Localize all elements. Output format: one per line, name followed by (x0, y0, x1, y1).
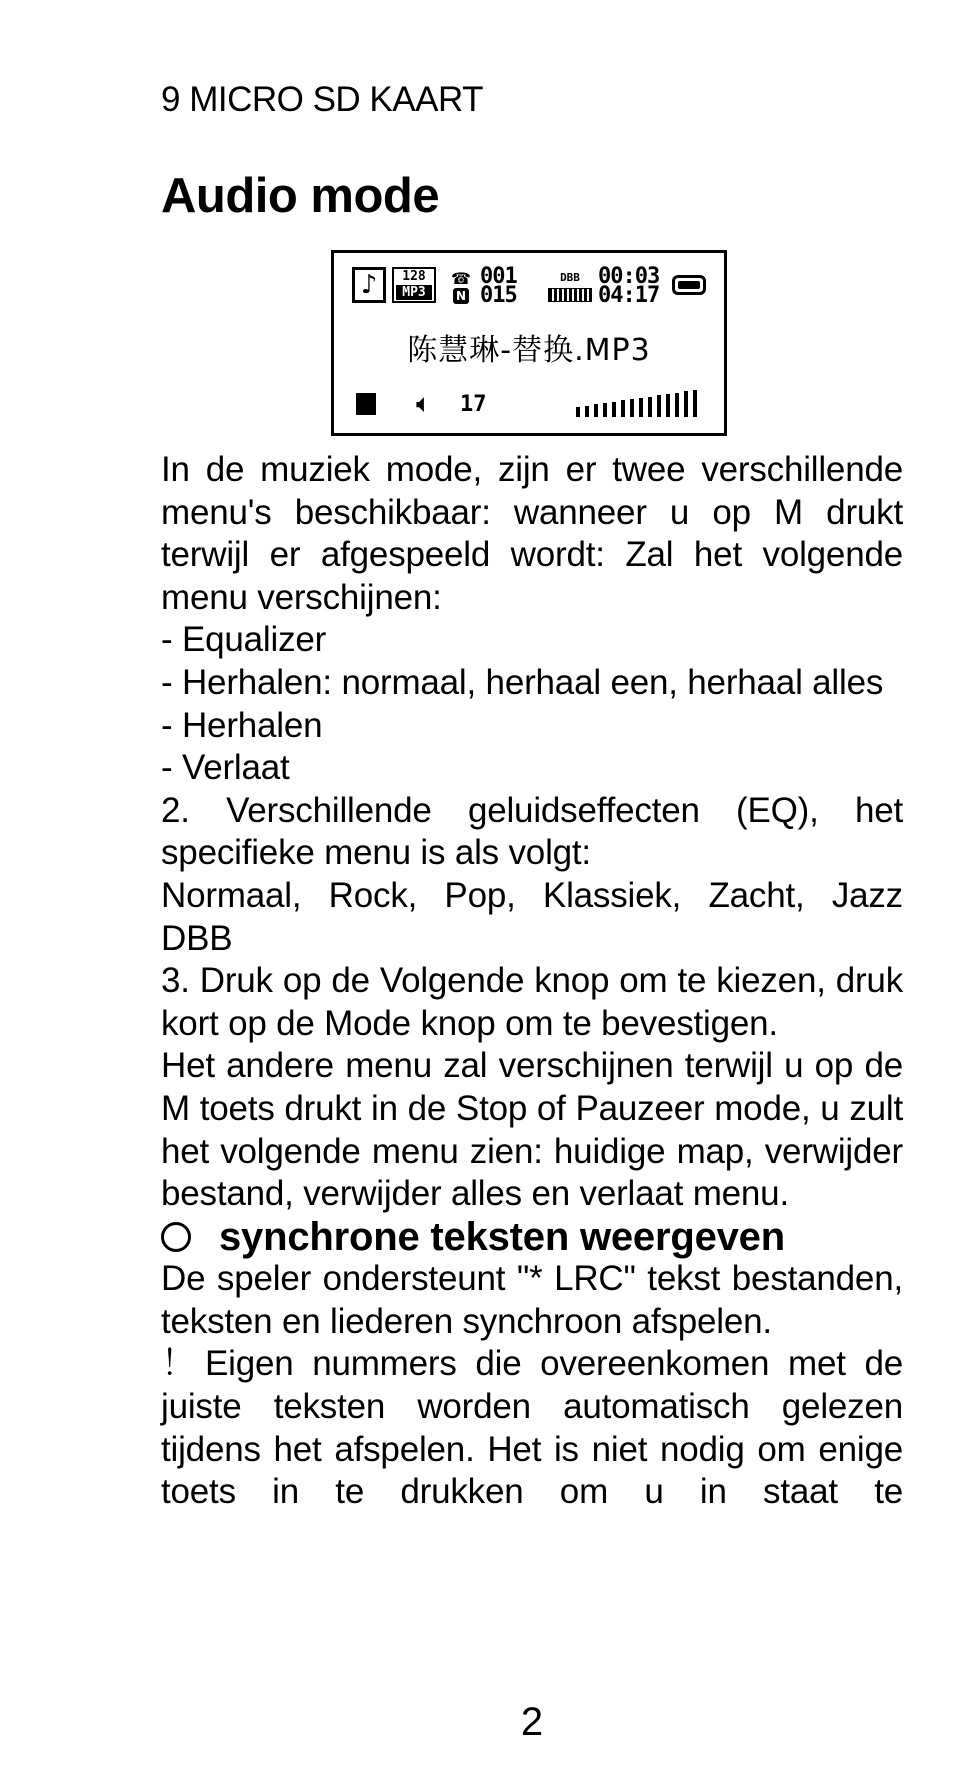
battery-icon (672, 275, 706, 295)
volume-bar (648, 397, 652, 417)
menu-item-repeat: - Herhalen (161, 705, 323, 745)
eq-paragraph: 2. Verschillende geluidseffecten (EQ), het specifieke menu is als volgt: (161, 790, 903, 873)
lcd-screen-illustration (331, 250, 727, 436)
volume-value: 17 (460, 392, 487, 417)
volume-bar (576, 407, 580, 417)
format-label: MP3 (396, 285, 432, 300)
note-paragraph: ！Eigen nummers die overeenkomen met de juiste teksten worden automatisch gelezen tijdens het afspelen. Het is niet nodig om enige toets in te drukken om u in staat te (161, 1344, 903, 1512)
volume-bars-icon (576, 389, 708, 419)
time-elapsed: 00:03 (598, 264, 660, 289)
page-number: 2 (520, 1700, 544, 1744)
page-title: Audio mode (161, 169, 440, 223)
volume-bar (594, 404, 598, 417)
eq-bars (548, 288, 592, 302)
time-total: 04:17 (598, 283, 660, 308)
volume-bar (675, 393, 679, 417)
track-counter (480, 264, 517, 308)
speaker-icon: 🔈︎ (416, 389, 432, 419)
eq-options: Normaal, Rock, Pop, Klassiek, Zacht, Jazz DBB (161, 875, 903, 958)
repeat-mode-badge: N (453, 288, 469, 304)
volume-bar (621, 400, 625, 417)
section-heading-text: synchrone teksten weergeven (219, 1214, 785, 1259)
track-current: 001 (480, 264, 517, 289)
volume-bar (639, 398, 643, 417)
chapter-header: 9 MICRO SD KAART (161, 80, 483, 119)
stop-menu-paragraph: Het andere menu zal verschijnen terwijl u op de M toets drukt in de Stop of Pauzeer mode, u zult het volgende menu zien: huidige map, verwijder bestand, verwijder alles en verlaat menu. (161, 1046, 903, 1214)
step-three-paragraph: 3. Druk op de Volgende knop om te kiezen, druk kort op de Mode knop om te bevestigen. (161, 961, 903, 1043)
volume-bar (666, 394, 670, 417)
stop-icon (356, 393, 376, 415)
volume-bar (585, 406, 589, 417)
intro-paragraph: In de muziek mode, zijn er twee verschillende menu's beschikbaar: wanneer u op M drukt terwijl er afgespeeld wordt: Zal het volgende menu verschijnen: (161, 450, 903, 617)
lcd-status-row (352, 264, 706, 308)
bitrate-badge (392, 267, 436, 303)
volume-bar (684, 391, 688, 417)
menu-item-equalizer: - Equalizer (161, 620, 327, 660)
volume-bar (603, 403, 607, 417)
body-text (161, 449, 903, 1514)
song-title: 陈慧琳-替换.MP3 (407, 333, 651, 368)
music-note-icon: ♪ (352, 267, 386, 303)
bitrate-value: 128 (402, 269, 426, 284)
time-display (598, 264, 660, 308)
track-total: 015 (480, 283, 517, 308)
lcd-playback-row (352, 389, 706, 419)
circle-bullet-icon (161, 1222, 191, 1252)
eq-label: DBB (560, 271, 580, 284)
section-heading (161, 1216, 903, 1259)
volume-bar (612, 402, 616, 417)
menu-item-exit: - Verlaat (161, 748, 290, 788)
menu-item-repeat-modes: - Herhalen: normaal, herhaal een, herhaal alles (161, 662, 884, 702)
volume-bar (693, 390, 697, 417)
volume-bar (657, 395, 661, 417)
repeat-icon: ☎ N (451, 269, 471, 303)
volume-bar (630, 399, 634, 417)
lrc-paragraph: De speler ondersteunt "* LRC" tekst bestanden, teksten en liederen synchroon afspelen. (161, 1259, 903, 1341)
equalizer-icon (548, 271, 592, 302)
